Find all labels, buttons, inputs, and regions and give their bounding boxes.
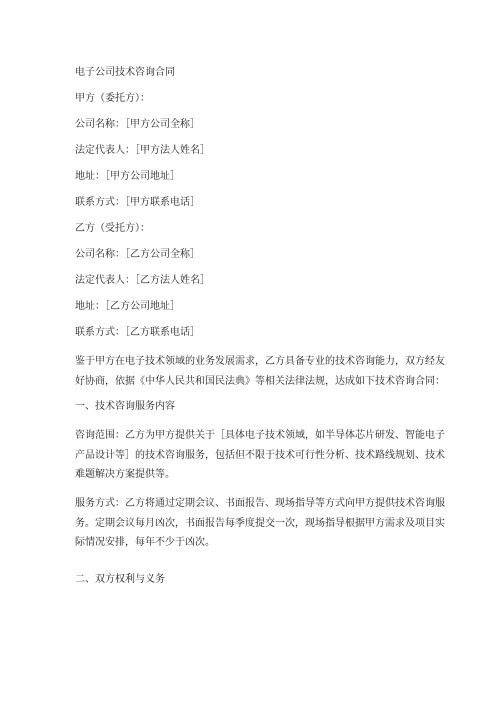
- party-b-company: 公司名称：［乙方公司全称］: [75, 249, 200, 260]
- party-b-rep-row: [75, 274, 445, 300]
- title-row: [75, 66, 445, 92]
- party-a-contact: 联系方式：［甲方联系电话］: [75, 197, 200, 208]
- contract-body: [75, 66, 445, 599]
- party-b-representative: 法定代表人：［乙方法人姓名］: [75, 275, 210, 286]
- section1-heading-row: [75, 400, 445, 426]
- party-a-rep-row: [75, 144, 445, 170]
- party-b-contact: 联系方式：［乙方联系电话］: [75, 327, 200, 338]
- party-a-address: 地址：［甲方公司地址］: [75, 171, 180, 182]
- party-a-contact-row: [75, 196, 445, 222]
- party-b-address-row: [75, 300, 445, 326]
- preamble-row: [75, 352, 445, 400]
- party-a-heading-row: [75, 92, 445, 118]
- scope-paragraph: 咨询范围：乙方为甲方提供关于［具体电子技术领域，如半导体芯片研发、智能电子产品设计等］的技术咨询服务，包括但不限于技术可行性分析、技术路线规划、技术难题解决方案提供等。: [75, 430, 445, 480]
- party-b-contact-row: [75, 326, 445, 352]
- party-b-company-row: [75, 248, 445, 274]
- party-a-address-row: [75, 170, 445, 196]
- party-a-company: 公司名称：［甲方公司全称］: [75, 119, 200, 130]
- party-a-representative: 法定代表人：［甲方法人姓名］: [75, 145, 210, 156]
- party-b-address: 地址：［乙方公司地址］: [75, 301, 180, 312]
- scope-row: [75, 426, 445, 494]
- section2-heading-row: [75, 573, 445, 599]
- section-heading-service-content: 一、技术咨询服务内容: [75, 401, 175, 412]
- contract-title: 电子公司技术咨询合同: [75, 67, 175, 78]
- party-a-heading: 甲方（委托方）：: [75, 93, 150, 104]
- section-heading-rights-obligations: 二、双方权利与义务: [75, 574, 165, 585]
- party-b-heading-row: [75, 222, 445, 248]
- method-row: [75, 494, 445, 573]
- party-b-heading: 乙方（受托方）：: [75, 223, 150, 234]
- preamble-paragraph: 鉴于甲方在电子技术领域的业务发展需求，乙方具备专业的技术咨询能力，双方经友好协商，依据《中华人民共和国民法典》等相关法律法规，达成如下技术咨询合同：: [75, 356, 445, 387]
- party-a-company-row: [75, 118, 445, 144]
- service-method-paragraph: 服务方式：乙方将通过定期会议、书面报告、现场指导等方式向甲方提供技术咨询服务。定期会议每月凶次，书面报告每季度提交一次，现场指导根据甲方需求及项目实际情况安排，每年不少于凶次。: [75, 498, 445, 548]
